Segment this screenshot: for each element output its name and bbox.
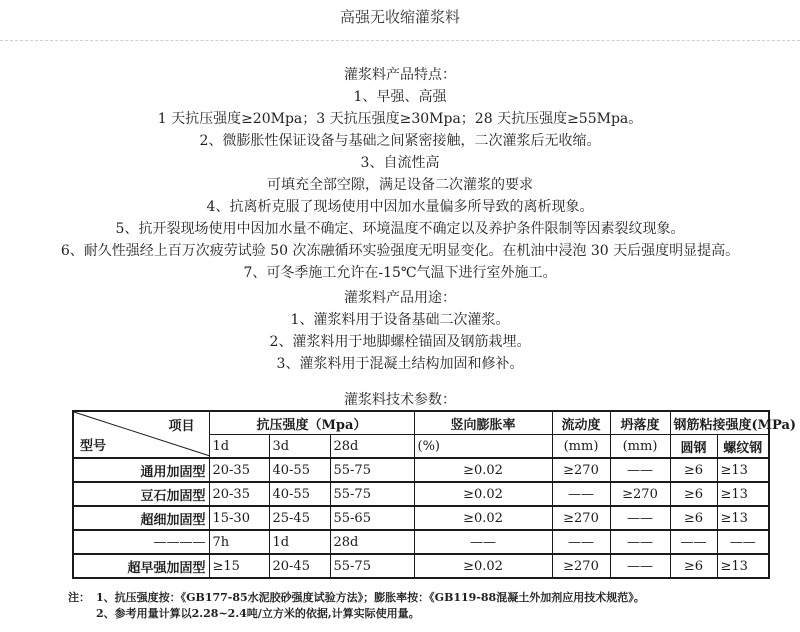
- feature-line: 7、可冬季施工允许在-15℃气温下进行室外施工。: [243, 265, 557, 281]
- model-cell: ————: [73, 530, 209, 554]
- d28-header: 28d: [330, 435, 414, 459]
- thread-cell: ≥13: [717, 554, 769, 578]
- thread-cell: ≥13: [717, 458, 769, 482]
- feature-line: 6、耐久性强经上百万次疲劳试验 50 次冻融循环实验强度无明显变化。在机油中浸泡 30 天后强度明显提高。: [60, 243, 740, 259]
- uses-heading: 灌浆料产品用途：: [344, 290, 456, 306]
- table-row: [73, 482, 769, 506]
- bond-header: 钢筋粘接强度(MPa): [670, 411, 769, 435]
- round-cell: ≥6: [670, 506, 717, 530]
- thread-steel-header: 螺纹钢: [717, 435, 769, 459]
- d28-cell: 55-75: [330, 554, 414, 578]
- d1-cell: 20-35: [209, 482, 269, 506]
- slump-cell: ——: [610, 458, 670, 482]
- d1-cell: ≥15: [209, 554, 269, 578]
- expansion-cell: ≥0.02: [414, 458, 552, 482]
- feature-line: 1 天抗压强度≥20Mpa；3 天抗压强度≥30Mpa；28 天抗压强度≥55Mpa。: [157, 111, 643, 127]
- fluidity-cell: ——: [552, 482, 610, 506]
- d28-cell: 28d: [330, 530, 414, 554]
- table-row: [73, 506, 769, 530]
- round-steel-header: 圆钢: [670, 435, 717, 459]
- d1-header: 1d: [209, 435, 269, 459]
- params-section: [0, 389, 800, 411]
- table-header-row: [73, 411, 769, 435]
- table-row: [73, 554, 769, 578]
- d28-cell: 55-75: [330, 482, 414, 506]
- slump-cell: ——: [610, 530, 670, 554]
- slump-cell: ≥270: [610, 482, 670, 506]
- feature-line: 可填充全部空隙，满足设备二次灌浆的要求: [267, 177, 533, 193]
- note-text: 2、参考用量计算以2.28~2.4吨/立方米的依据,计算实际使用量。: [96, 607, 420, 620]
- thread-cell: ——: [717, 530, 769, 554]
- model-cell: 超细加固型: [73, 506, 209, 530]
- d3-cell: 40-55: [269, 458, 330, 482]
- fluidity-cell: ≥270: [552, 554, 610, 578]
- model-label: 型号: [80, 439, 107, 454]
- table-row: [73, 530, 769, 554]
- features-heading: 灌浆料产品特点：: [344, 67, 456, 83]
- compressive-header: 抗压强度（Mpa）: [209, 411, 414, 435]
- note-line: [68, 606, 788, 622]
- fluidity-cell: ——: [552, 530, 610, 554]
- feature-line: 1、早强、高强: [353, 89, 447, 105]
- note-text: 1、抗压强度按：《GB177-85水泥胶砂强度试验方法》；膨胀率按：《GB119-88混凝土外加剂应用技术规范》。: [96, 591, 645, 604]
- expansion-cell: ≥0.02: [414, 482, 552, 506]
- d3-cell: 20-45: [269, 554, 330, 578]
- round-cell: ≥6: [670, 458, 717, 482]
- thread-cell: ≥13: [717, 482, 769, 506]
- feature-line: 2、微膨胀性保证设备与基础之间紧密接触，二次灌浆后无收缩。: [199, 133, 601, 149]
- fluidity-unit: (mm): [552, 435, 610, 459]
- model-cell: 超早强加固型: [73, 554, 209, 578]
- feature-line: 3、自流性高: [360, 155, 440, 171]
- uses-section: [0, 287, 800, 375]
- note-lead: 注：: [68, 591, 90, 604]
- slump-cell: ——: [610, 554, 670, 578]
- model-cell: 豆石加固型: [73, 482, 209, 506]
- page-title: 高强无收缩灌浆料: [339, 8, 460, 26]
- title-divider: [0, 40, 800, 41]
- d1-cell: 20-35: [209, 458, 269, 482]
- use-line: 2、灌浆料用于地脚螺栓锚固及钢筋栽埋。: [269, 334, 531, 350]
- feature-line: 4、抗离析克服了现场使用中因加水量偏多所导致的离析现象。: [206, 199, 594, 215]
- model-cell: 通用加固型: [73, 458, 209, 482]
- expansion-cell: ——: [414, 530, 552, 554]
- use-line: 1、灌浆料用于设备基础二次灌浆。: [290, 312, 510, 328]
- item-label: 项目: [168, 419, 195, 434]
- use-line: 3、灌浆料用于混凝土结构加固和修补。: [276, 356, 524, 372]
- round-cell: ≥6: [670, 554, 717, 578]
- table-row: [73, 458, 769, 482]
- d1-cell: 7h: [209, 530, 269, 554]
- spec-table: [72, 410, 797, 579]
- d28-cell: 55-65: [330, 506, 414, 530]
- features-section: [0, 64, 800, 284]
- d3-cell: 1d: [269, 530, 330, 554]
- expansion-header: 竖向膨胀率: [414, 411, 552, 435]
- d3-cell: 40-55: [269, 482, 330, 506]
- slump-header: 坍落度: [610, 411, 670, 435]
- fluidity-cell: ≥270: [552, 506, 610, 530]
- item-model-header: [73, 411, 209, 458]
- d3-header: 3d: [269, 435, 330, 459]
- expansion-unit: (%): [414, 435, 552, 459]
- expansion-cell: ≥0.02: [414, 554, 552, 578]
- slump-unit: (mm): [610, 435, 670, 459]
- expansion-cell: ≥0.02: [414, 506, 552, 530]
- round-cell: ——: [670, 530, 717, 554]
- params-heading: 灌浆料技术参数：: [344, 392, 456, 408]
- d3-cell: 25-45: [269, 506, 330, 530]
- table-notes: [68, 590, 788, 622]
- note-line: [68, 590, 788, 606]
- d28-cell: 55-75: [330, 458, 414, 482]
- fluidity-cell: ≥270: [552, 458, 610, 482]
- feature-line: 5、抗开裂现场使用中因加水量不确定、环境温度不确定以及养护条件限制等因素裂纹现象。: [115, 221, 685, 237]
- thread-cell: ≥13: [717, 506, 769, 530]
- round-cell: ≥6: [670, 482, 717, 506]
- slump-cell: ——: [610, 506, 670, 530]
- d1-cell: 15-30: [209, 506, 269, 530]
- fluidity-header: 流动度: [552, 411, 610, 435]
